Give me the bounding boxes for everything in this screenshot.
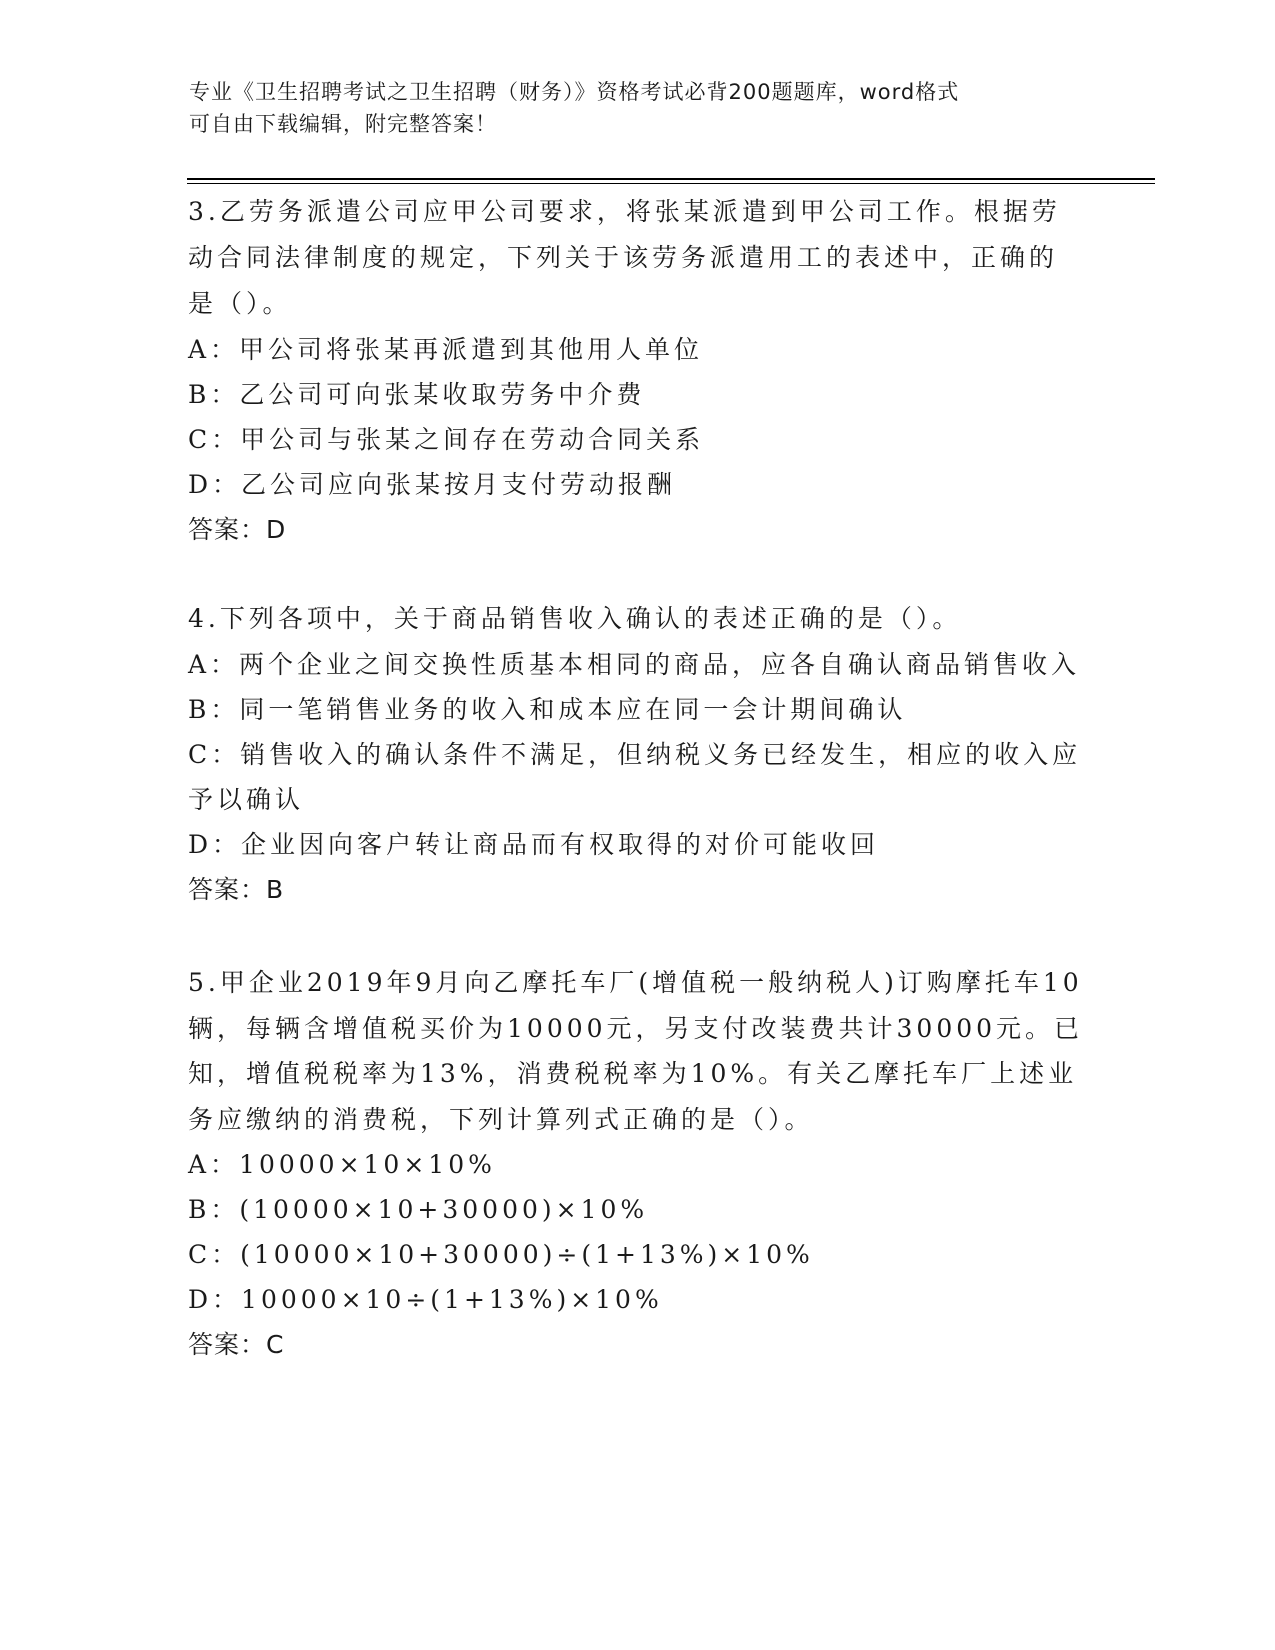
option-d: D：10000×10÷(1+13%)×10% xyxy=(188,1285,663,1314)
option-d: D：企业因向客户转让商品而有权取得的对价可能收回 xyxy=(188,830,880,859)
option-a: A：甲公司将张某再派遣到其他用人单位 xyxy=(188,335,704,364)
question-5 xyxy=(188,960,1088,1368)
question-4 xyxy=(188,596,1088,913)
option-a: A：10000×10×10% xyxy=(188,1150,496,1179)
stem-line: 辆，每辆含增值税买价为10000元，另支付改装费共计30000元。已 xyxy=(188,1013,1084,1043)
stem-line: 5.甲企业2019年9月向乙摩托车厂(增值税一般纳税人)订购摩托车10 xyxy=(188,968,1083,997)
option-c: C：甲公司与张某之间存在劳动合同关系 xyxy=(188,425,705,454)
answer-line: 答案：D xyxy=(188,515,287,544)
option-a: A：两个企业之间交换性质基本相同的商品，应各自确认商品销售收入 xyxy=(188,650,1081,679)
stem-line: 知，增值税税率为13%，消费税税率为10%。有关乙摩托车厂上述业 xyxy=(188,1059,1078,1088)
option-c xyxy=(188,732,1088,822)
option-d: D：乙公司应向张某按月支付劳动报酬 xyxy=(188,470,677,499)
question-3 xyxy=(188,189,1088,553)
question-stem xyxy=(188,596,1088,642)
header-line-2: 可自由下载编辑，附完整答案！ xyxy=(189,112,497,136)
question-stem xyxy=(188,960,1088,1142)
header-line-1: 专业《卫生招聘考试之卫生招聘（财务）》资格考试必背200题题库，word格式 xyxy=(189,80,960,104)
stem-line: 是（）。 xyxy=(188,289,292,318)
option-b: B：同一笔销售业务的收入和成本应在同一会计期间确认 xyxy=(188,695,907,724)
stem-line: 4.下列各项中，关于商品销售收入确认的表述正确的是（）。 xyxy=(188,604,962,633)
stem-line: 务应缴纳的消费税，下列计算列式正确的是（）。 xyxy=(188,1104,814,1134)
header-rule-thick xyxy=(187,178,1155,180)
answer-line: 答案：C xyxy=(188,1330,285,1359)
option-c: C：(10000×10+30000)÷(1+13%)×10% xyxy=(188,1240,814,1269)
option-c-line: 予以确认 xyxy=(188,785,305,814)
stem-line: 3.乙劳务派遣公司应甲公司要求，将张某派遣到甲公司工作。根据劳 xyxy=(188,197,1061,226)
document-header xyxy=(189,76,1069,140)
question-stem xyxy=(188,189,1088,327)
option-b: B：乙公司可向张某收取劳务中介费 xyxy=(188,380,646,409)
stem-line: 动合同法律制度的规定，下列关于该劳务派遣用工的表述中，正确的 xyxy=(188,243,1059,272)
option-b: B：(10000×10+30000)×10% xyxy=(188,1195,649,1224)
option-c-line: C：销售收入的确认条件不满足，但纳税义务已经发生，相应的收入应 xyxy=(188,740,1082,769)
answer-line: 答案：B xyxy=(188,875,285,904)
header-rule-thin xyxy=(187,183,1155,184)
